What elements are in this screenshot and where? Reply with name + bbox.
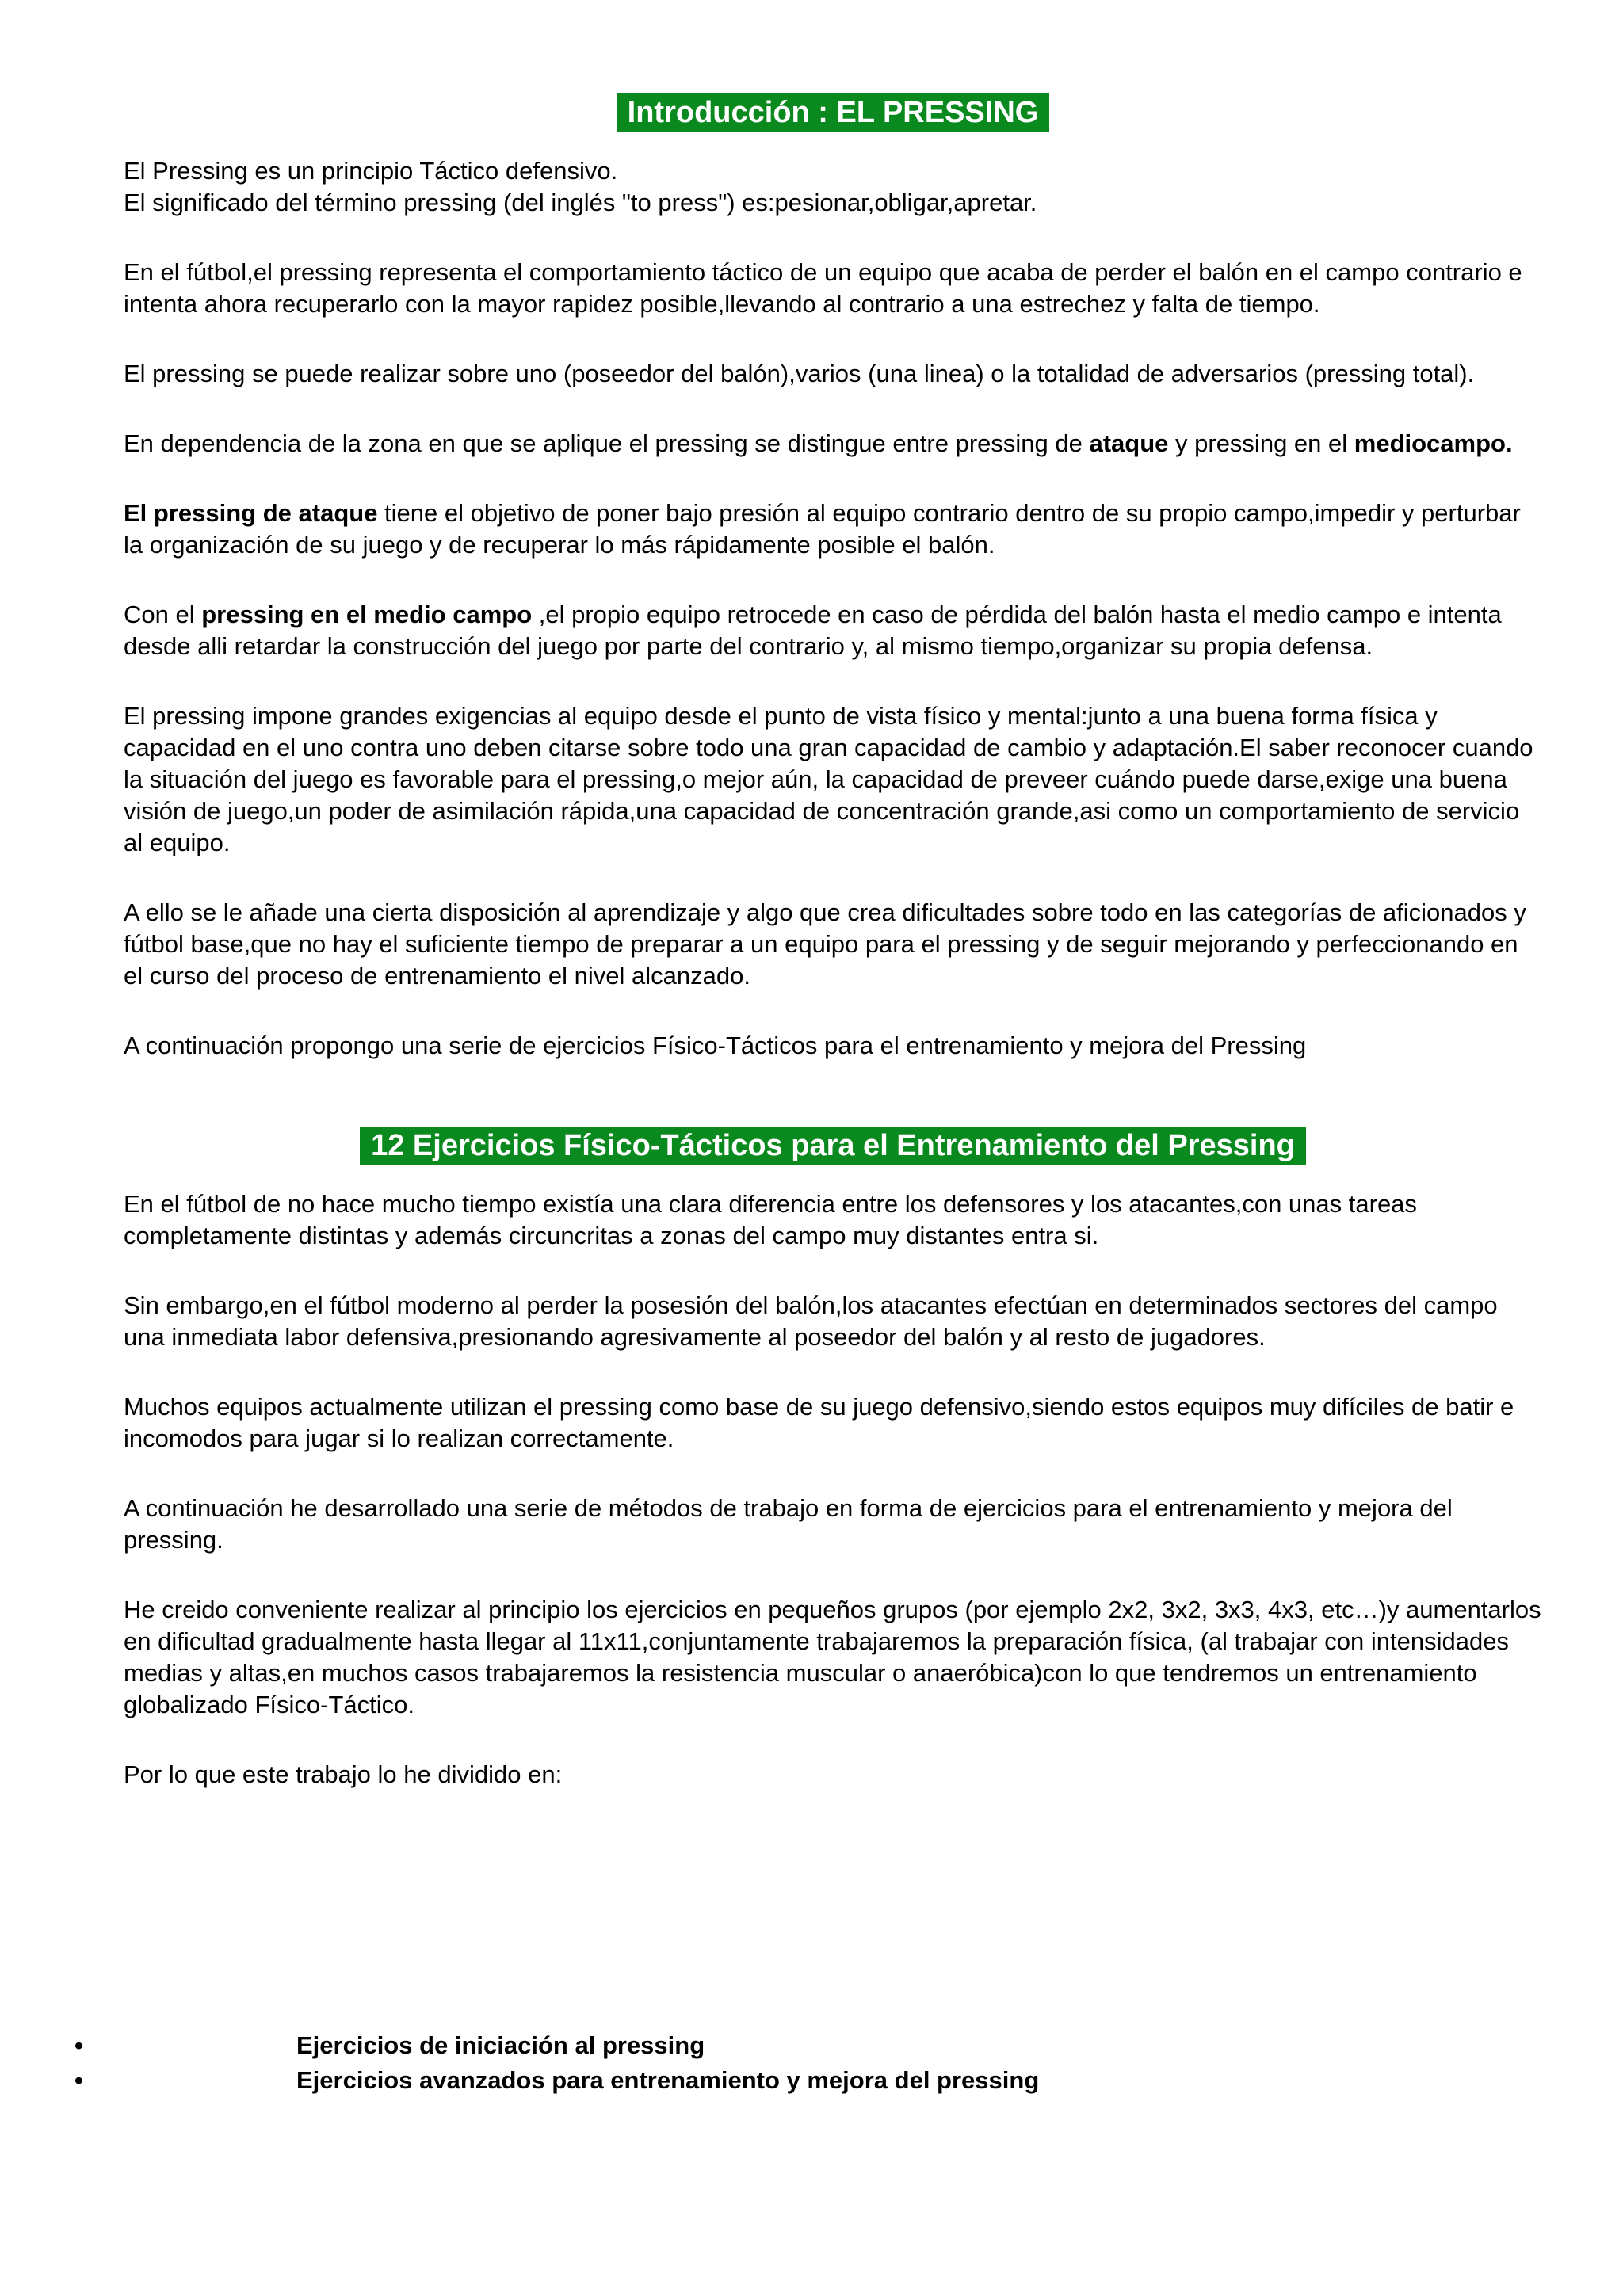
attack-pressing-bold: El pressing de ataque: [124, 499, 378, 527]
paragraph-learning: A ello se le añade una cierta disposición al aprendizaje y algo que crea dificultades sobre todo en las categorías de aficionados y fútbol base,que no hay el suficiente tiempo de preparar a un equipo para el pressing y de seguir mejorando y perfeccionando en el curso del proceso de entrenamiento el nivel alcanzado.: [124, 898, 1526, 990]
paragraph-history: En el fútbol de no hace mucho tiempo existía una clara diferencia entre los defensores y los atacantes,con unas tareas completamente distintas y además circuncritas a zonas del campo muy distantes entra si.: [124, 1190, 1417, 1249]
paragraph-teams: Muchos equipos actualmente utilizan el pressing como base de su juego defensivo,siendo estos equipos muy difíciles de batir e incomodos para jugar si lo realizan correctamente.: [124, 1393, 1514, 1452]
paragraph-midfield-pressing: [124, 599, 1542, 662]
document-page: [124, 93, 1542, 1791]
paragraph-pressing-targets: El pressing se puede realizar sobre uno (poseedor del balón),varios (una linea) o la totalidad de adversarios (pressing total).: [124, 360, 1475, 387]
definition-line-1: El Pressing es un principio Táctico defensivo.: [124, 157, 618, 185]
bullet-icon: •: [74, 2031, 83, 2059]
zones-bold-mediocampo: mediocampo.: [1354, 429, 1513, 457]
paragraph-division: Por lo que este trabajo lo he dividido en:: [124, 1760, 563, 1788]
zones-text-c: y pressing en el: [1168, 429, 1354, 457]
list-item: [0, 2063, 1545, 2098]
paragraph-football-pressing: En el fútbol,el pressing representa el comportamiento táctico de un equipo que acaba de perder el balón en el campo contrario e intenta ahora recuperarlo con la mayor rapidez posible,llevando al contrario a una estrechez y falta de tiempo.: [124, 258, 1522, 318]
paragraph-attack-pressing: [124, 498, 1542, 561]
bullet-list: [0, 2028, 1545, 2098]
paragraph-definition: [124, 155, 1542, 219]
midfield-text-c: ,el propio equipo retrocede en caso de pérdida del balón hasta el medio campo e intenta desde alli retardar la construcción del juego por parte del contrario y, al mismo tiempo,organizar su propia defensa.: [124, 601, 1502, 660]
paragraph-small-groups: He creido conveniente realizar al principio los ejercicios en pequeños grupos (por ejemplo 2x2, 3x2, 3x3, 4x3, etc…)y aumentarlos en dificultad gradualmente hasta llegar al 11x11,conjuntamente trabajaremos la preparación física, (al trabajar con intensidades medias y altas,en muchos casos trabajaremos la resistencia muscular o anaeróbica)con lo que tendremos un entrenamiento globalizado Físico-Táctico.: [124, 1596, 1541, 1718]
section-1-heading: Introducción : EL PRESSING: [617, 93, 1050, 132]
section-1-heading-wrap: [124, 93, 1542, 132]
paragraph-pressing-zones: [124, 428, 1542, 460]
bullet-icon: •: [74, 2066, 83, 2094]
paragraph-proposal: A continuación propongo una serie de ejercicios Físico-Tácticos para el entrenamiento y mejora del Pressing: [124, 1032, 1307, 1059]
bullet-text-advanced: Ejercicios avanzados para entrenamiento y mejora del pressing: [296, 2066, 1040, 2094]
zones-bold-ataque: ataque: [1089, 429, 1169, 457]
midfield-pressing-bold: pressing en el medio campo: [201, 601, 533, 628]
section-2-heading: 12 Ejercicios Físico-Tácticos para el Entrenamiento del Pressing: [360, 1127, 1306, 1165]
list-item: [0, 2028, 1545, 2063]
bullet-text-initiation: Ejercicios de iniciación al pressing: [296, 2031, 705, 2059]
definition-line-2: El significado del término pressing (del inglés "to press") es:pesionar,obligar,apretar.: [124, 189, 1037, 216]
midfield-text-a: Con el: [124, 601, 202, 628]
section-2-heading-wrap: [124, 1127, 1542, 1165]
paragraph-demands: El pressing impone grandes exigencias al equipo desde el punto de vista físico y mental:junto a una buena forma física y capacidad en el uno contra uno deben citarse sobre todo una gran capacidad de cambio y adaptación.El saber reconocer cuando la situación del juego es favorable para el pressing,o mejor aún, la capacidad de preveer cuándo puede darse,exige una buena visión de juego,un poder de asimilación rápida,una capacidad de concentración grande,asi como un comportamiento de servicio al equipo.: [124, 702, 1533, 856]
attack-pressing-text: tiene el objetivo de poner bajo presión al equipo contrario dentro de su propio campo,impedir y perturbar la organización de su juego y de recuperar lo más rápidamente posible el balón.: [124, 499, 1521, 559]
zones-text-a: En dependencia de la zona en que se aplique el pressing se distingue entre pressing de: [124, 429, 1090, 457]
paragraph-methods: A continuación he desarrollado una serie de métodos de trabajo en forma de ejercicios para el entrenamiento y mejora del pressing.: [124, 1494, 1453, 1554]
paragraph-modern-football: Sin embargo,en el fútbol moderno al perder la posesión del balón,los atacantes efectúan en determinados sectores del campo una inmediata labor defensiva,presionando agresivamente al poseedor del balón y al resto de jugadores.: [124, 1291, 1498, 1351]
